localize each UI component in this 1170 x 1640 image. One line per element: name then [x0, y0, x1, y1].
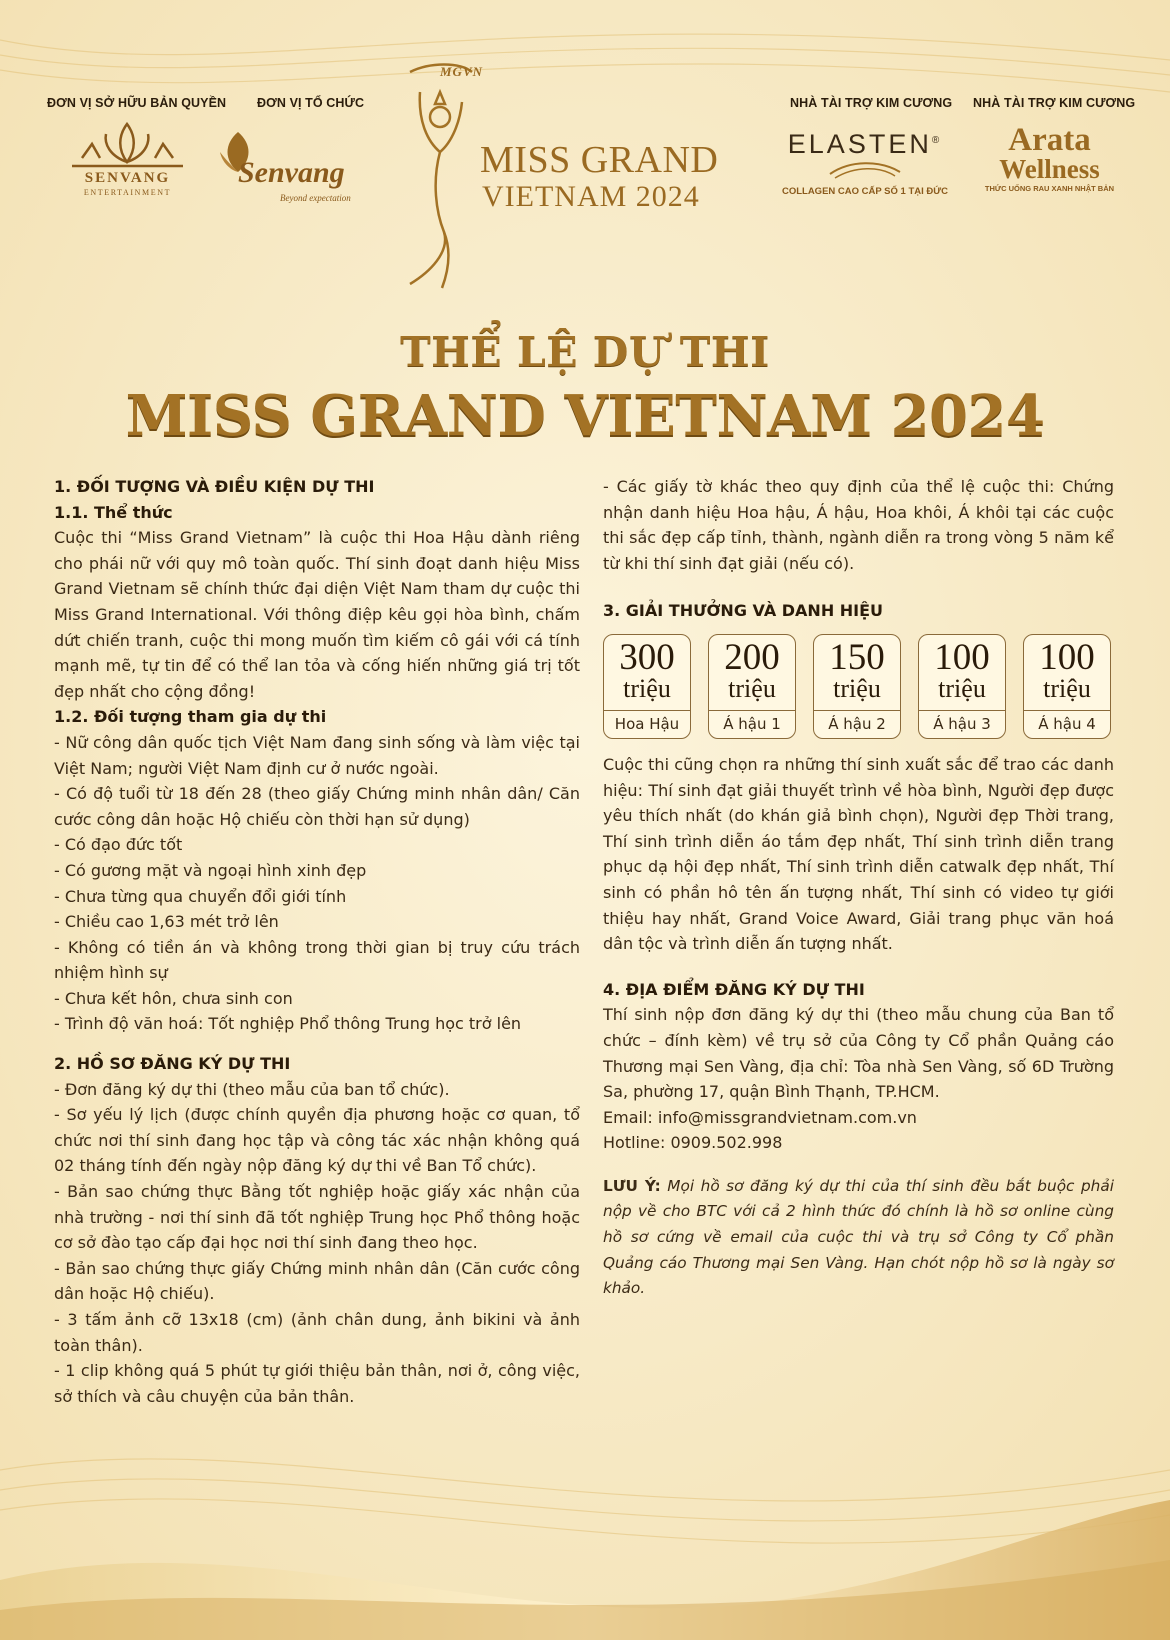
organizer-caption: ĐƠN VỊ TỔ CHỨC [257, 96, 365, 110]
wellness-word: Wellness [999, 154, 1100, 184]
list-item: - Không có tiền án và không trong thời gian bị truy cứu trách nhiệm hình sự [54, 937, 580, 983]
prize-amount: 150 [829, 636, 885, 678]
elasten-sub: COLLAGEN CAO CẤP SỐ 1 TẠI ĐỨC [781, 186, 949, 197]
senvang-tagline: Beyond expectation [280, 193, 351, 203]
list-item: - Sơ yếu lý lịch (được chính quyền địa phương hoặc cơ quan, tổ chức nơi thí sinh đang học tập và công tác xác nhận không quá 02 tháng tính đến ngày nộp đăng ký dự thi về Ban Tổ chức). [54, 1105, 580, 1176]
prize-unit: triệu [833, 673, 881, 703]
elasten-logo [780, 126, 950, 197]
section1-sub1: 1.1. Thể thức [54, 502, 173, 522]
list-item: - Các giấy tờ khác theo quy định của thể lệ cuộc thi: Chứng nhận danh hiệu Hoa hậu, Á hậu, Hoa khôi, Á khôi tại các cuộc thi sắc đẹp cấp tỉnh, thành, ngành diễn ra trong vòng 5 năm kể từ khi thí sinh đạt giải (nếu có). [603, 477, 1114, 573]
list-item: - 1 clip không quá 5 phút tự giới thiệu bản thân, nơi ở, công việc, sở thích và câu chuyện của bản thân. [54, 1361, 580, 1406]
lotus-icon [70, 122, 185, 170]
sponsor2-caption: NHÀ TÀI TRỢ KIM CƯƠNG [973, 96, 1136, 110]
prize-card [708, 634, 796, 739]
list-item: - 3 tấm ảnh cỡ 13x18 (cm) (ảnh chân dung, ảnh bikini và ảnh toàn thân). [54, 1310, 580, 1355]
prize-unit: triệu [1043, 673, 1091, 703]
prize-unit: triệu [623, 673, 671, 703]
prize-label: Á hậu 4 [1038, 714, 1096, 733]
section1-heading: 1. ĐỐI TƯỢNG VÀ ĐIỀU KIỆN DỰ THI [54, 477, 375, 496]
list-item: - Chưa từng qua chuyển đổi giới tính [54, 886, 347, 906]
elasten-word: ELASTEN® [787, 129, 943, 159]
prize-amount: 100 [1039, 636, 1095, 678]
mgvn-mark: MGVN [440, 64, 484, 79]
list-item: - Chưa kết hôn, chưa sinh con [54, 988, 293, 1008]
prize-label: Á hậu 3 [933, 714, 991, 733]
prize-amount: 100 [934, 636, 990, 678]
section4-paragraph: Thí sinh nộp đơn đăng ký dự thi (theo mẫu chung của Ban tổ chức – đính kèm) về trụ sở của Công ty Cổ phần Quảng cáo Thương mại Sen Vàng, địa chỉ: Tòa nhà Sen Vàng, số 6D Trường Sa, phường 17, quận Bình Thạnh, TP.HCM. [603, 1005, 1114, 1102]
note-paragraph [603, 1174, 1114, 1302]
prize-card [813, 634, 901, 739]
section2-heading: 2. HỒ SƠ ĐĂNG KÝ DỰ THI [54, 1054, 291, 1074]
section3-paragraph: Cuộc thi cũng chọn ra những thí sinh xuất sắc để trao các danh hiệu: Thí sinh đạt giải thuyết trình về hòa bình, Người đẹp được yêu thích nhất (do khán giả bình chọn), Người đẹp Thời trang, Thí sinh trình diễn áo tắm đẹp nhất, Thí sinh trình diễn trang phục dạ hội đẹp nhất, Thí sinh trình diễn catwalk đẹp nhất, Thí sinh có phần hô tên ấn tượng nhất, Thí sinh có video tự giới thiệu hay nhất, Grand Voice Award, Giải trang phục văn hoá dân tộc và trình diễn ấn tượng nhất. [603, 754, 1114, 954]
note-text: Mọi hồ sơ đăng ký dự thi của thí sinh đều bắt buộc phải nộp về cho BTC với cả 2 hình thức đó chính là hồ sơ online cùng hồ sơ cứng về email của cuộc thi và trụ sở Công ty Cổ phần Quảng cáo Thương mại Sen Vàng. Hạn chót nộp hồ sơ là ngày sơ khảo. [603, 1176, 1114, 1298]
arata-word: Arata [1008, 122, 1091, 158]
prize-label: Á hậu 1 [723, 714, 781, 733]
senvang-entertainment-logo [70, 122, 185, 202]
contact-hotline: Hotline: 0909.502.998 [603, 1133, 783, 1153]
senvang-organizer-logo [218, 128, 378, 208]
prize-unit: triệu [728, 673, 776, 703]
crown-silhouette-icon [400, 62, 480, 292]
section1-paragraph: Cuộc thi “Miss Grand Vietnam” là cuộc thi Hoa Hậu dành riêng cho phái nữ với quy mô toàn quốc. Thí sinh đoạt danh hiệu Miss Grand Vietnam sẽ chính thức đại diện Việt Nam tham dự cuộc thi Miss Grand International. Với thông điệp kêu gọi hòa bình, chấm dứt chiến tranh, cuộc thi mong muốn tìm kiếm cô gái với cá tính mạnh mẽ, tự tin để có thể lan tỏa và cống hiến những giá trị tốt đẹp nhất cho cộng đồng! [54, 528, 580, 701]
prize-amount: 200 [724, 636, 780, 678]
right-column [603, 474, 1114, 1302]
list-item: - Có gương mặt và ngoại hình xinh đẹp [54, 860, 367, 880]
arata-wellness-logo [972, 124, 1127, 193]
page-title-line1: THỂ LỆ DỰ THI [400, 328, 770, 376]
brand-line1: MISS GRAND [480, 139, 719, 181]
page-title-line2: MISS GRAND VIETNAM 2024 [125, 383, 1045, 449]
list-item: - Có đạo đức tốt [54, 835, 183, 855]
prize-label: Hoa Hậu [614, 714, 680, 733]
miss-grand-brand [480, 140, 740, 214]
list-item: - Có độ tuổi từ 18 đến 28 (theo giấy Chứng minh nhân dân/ Căn cước công dân hoặc Hộ chiếu còn thời hạn sử dụng) [54, 784, 580, 829]
list-item: - Nữ công dân quốc tịch Việt Nam đang sinh sống và làm việc tại Việt Nam; người Việt Nam định cư ở nước ngoài. [54, 732, 580, 778]
list-item: - Trình độ văn hoá: Tốt nghiệp Phổ thông Trung học trở lên [54, 1014, 522, 1034]
contact-email: Email: info@missgrandvietnam.com.vn [603, 1107, 917, 1127]
prize-card [918, 634, 1006, 739]
arata-sub: THỨC UỐNG RAU XANH NHẬT BẢN [984, 184, 1115, 193]
prize-row [603, 634, 1114, 744]
prize-card [1023, 634, 1111, 739]
section4-heading: 4. ĐỊA ĐIỂM ĐĂNG KÝ DỰ THI [603, 979, 865, 999]
entertainment-word: ENTERTAINMENT [83, 188, 172, 197]
list-item: - Bản sao chứng thực giấy Chứng minh nhân dân (Căn cước công dân hoặc Hộ chiếu). [54, 1258, 580, 1304]
senvang-organizer-word: Senvang [238, 156, 345, 189]
list-item: - Bản sao chứng thực Bằng tốt nghiệp hoặc giấy xác nhận của nhà trường - nơi thí sinh đã tốt nghiệp Trung học Phổ thông hoặc cơ sở đào tạo cấp đại học nơi thí sinh đang theo học. [54, 1182, 580, 1253]
prize-label: Á hậu 2 [828, 714, 886, 733]
section3-heading: 3. GIẢI THƯỞNG VÀ DANH HIỆU [603, 601, 884, 621]
prize-card [603, 634, 691, 739]
list-item: - Đơn đăng ký dự thi (theo mẫu của ban tổ chức). [54, 1079, 450, 1099]
swoosh-icon [780, 158, 950, 180]
left-column [54, 474, 580, 1409]
sponsor1-caption: NHÀ TÀI TRỢ KIM CƯƠNG [790, 96, 953, 110]
prize-unit: triệu [938, 673, 986, 703]
owner-caption: ĐƠN VỊ SỞ HỮU BẢN QUYỀN [47, 96, 227, 110]
list-item: - Chiều cao 1,63 mét trở lên [54, 912, 279, 932]
brand-line2: VIETNAM 2024 [482, 180, 700, 213]
prize-amount: 300 [619, 636, 675, 678]
section1-sub2: 1.2. Đối tượng tham gia dự thi [54, 707, 327, 727]
senvang-word: SENVANG [84, 170, 171, 186]
note-label: LƯU Ý: [603, 1176, 661, 1195]
